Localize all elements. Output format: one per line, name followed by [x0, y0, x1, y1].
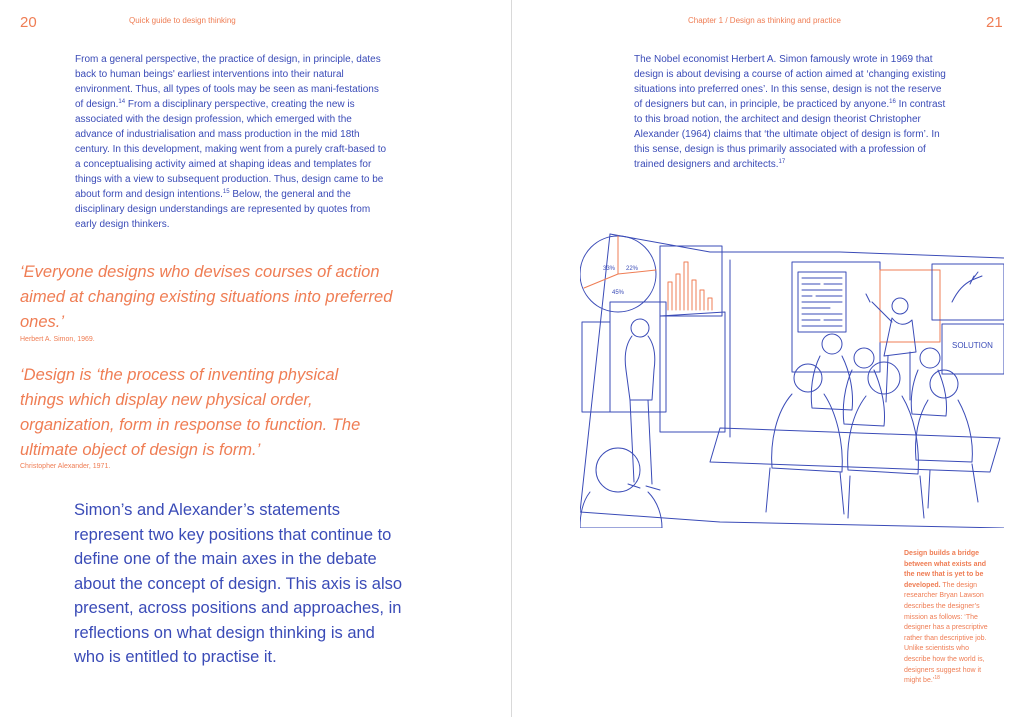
pie-label-2: 22% — [626, 266, 639, 272]
footnote-ref: 18 — [934, 675, 940, 682]
meeting-illustration — [580, 232, 1004, 528]
page-fold — [511, 0, 512, 717]
alexander-attribution: Christopher Alexander, 1971. — [20, 463, 111, 470]
sketch-panel — [932, 264, 1004, 320]
sidenote — [904, 549, 996, 687]
left-page-number: 20 — [20, 14, 37, 31]
meeting-table — [710, 428, 1000, 472]
intro-text-1: The Nobel economist Herbert A. Simon famously wrote in 1969 that design is about devising a course of action aimed at ‘changing existing situations into preferred ones’. In this sense, design is not the reserve of designers but can, in principle, be practiced by anyone. — [634, 54, 946, 110]
sidenote-text: The design researcher Bryan Lawson describes the designer’s mission as follows: ‘The designer has a prescriptive rather than descriptive job. Unlike scientists who describe how the world is, designers suggest how it might be.’ — [904, 581, 988, 685]
pie-label-1: 33% — [603, 266, 616, 272]
right-intro-paragraph — [634, 52, 952, 172]
left-intro-paragraph — [75, 52, 387, 232]
pie-label-3: 45% — [612, 290, 625, 296]
solution-label: SOLUTION — [952, 341, 993, 350]
chart-poster — [660, 246, 722, 316]
key-positions-statement: Simon’s and Alexander’s statements represent two key positions that continue to define one of the main axes in the debate about the concept of design. This axis is also present, across positions and approaches, in reflections on what design thinking is and who is entitled to practise it. — [74, 501, 403, 666]
intro-text-2: From a disciplinary perspective, creating the new is associated with the design profession, which emerged with the advance of industrialisation and mass production in the mid 18th century. In this development, making went from a purely craft-based to a conceptualising activity aimed at shaping ideas and templates for things with a view to subsequent production. Thus, design came to be about form and design intentions. — [75, 99, 387, 200]
left-running-head: Quick guide to design thinking — [129, 16, 236, 25]
right-page-number: 21 — [986, 14, 1003, 31]
footnote-ref: 15 — [222, 189, 230, 195]
sidenote-bold: Design builds a bridge between what exists and the new that is yet to be developed. — [904, 550, 987, 589]
simon-quote: ‘Everyone designs who devises courses of action aimed at changing existing situations into preferred ones.’ — [20, 263, 393, 331]
simon-attribution: Herbert A. Simon, 1969. — [20, 336, 95, 343]
footnote-ref: 17 — [778, 159, 786, 165]
intro-text-3: Below, the general and the disciplinary design understandings are represented by quotes from early design thinkers. — [75, 189, 371, 230]
right-running-head: Chapter 1 / Design as thinking and practice — [688, 16, 841, 25]
alexander-quote: ‘Design is ‘the process of inventing physical things which display new physical order, organization, form in response to function. The ultimate object of design is form.’ — [20, 366, 361, 459]
intro-text-2: In contrast to this broad notion, the architect and design theorist Christopher Alexander (1964) claims that ‘the ultimate object of design is form’. In this sense, design is thus primarily associated with a profession of trained designers and architects. — [634, 99, 946, 170]
footnote-ref: 16 — [889, 99, 896, 105]
footnote-ref: 14 — [118, 99, 126, 105]
intro-text-1: From a general perspective, the practice of design, in principle, dates back to human beings' earliest interventions into their natural environment. Thus, all types of tools may be seen as mani-festations of design. — [75, 54, 381, 110]
